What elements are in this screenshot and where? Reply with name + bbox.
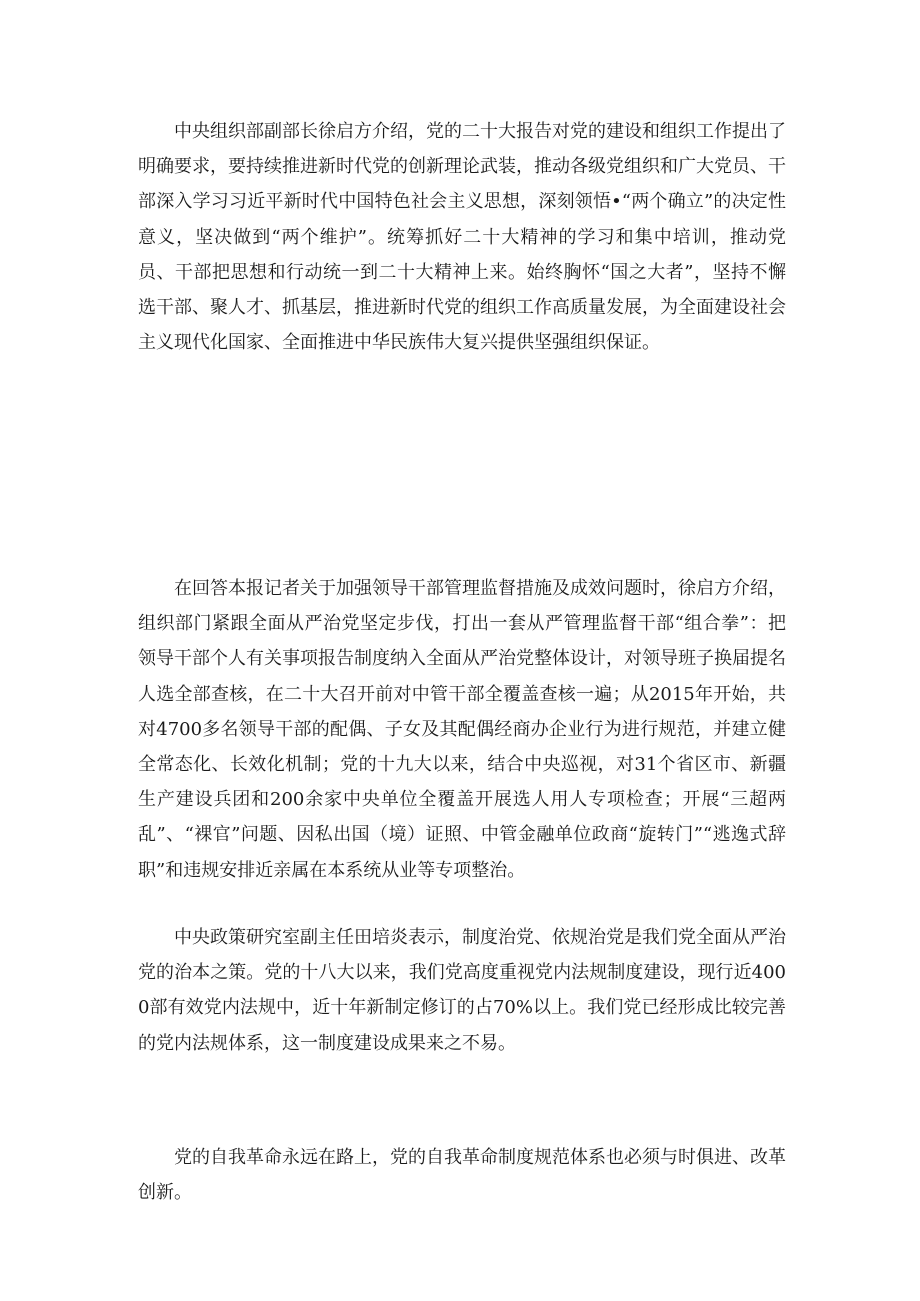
paragraph-cadre-supervision: 在回答本报记者关于加强领导干部管理监督措施及成效问题时，徐启方介绍，组织部门紧跟全面从严治党坚定步伐，打出一套从严管理监督干部“组合拳”：把领导干部个人有关事项报告制度纳入全面从严治党整体设计，对领导班子换届提名人选全部查核，在二十大召开前对中管干部全覆盖查核一遍；从2015年开始，共对4700多名领导干部的配偶、子女及其配偶经商办企业行为进行规范，并建立健全常态化、长效化机制；党的十九大以来，结合中央巡视，对31个省区市、新疆生产建设兵团和200余家中央单位全覆盖开展选人用人专项检查；开展“三超两乱”、“裸官”问题、因私出国（境）证照、中管金融单位政商“旋转门”“逃逸式辞职”和违规安排近亲属在本系统从业等专项整治。 — [138, 578, 786, 881]
paragraph-self-revolution: 党的自我革命永远在路上，党的自我革命制度规范体系也必须与时俱进、改革创新。 — [138, 1147, 786, 1204]
paragraph-organization-work: 中央组织部副部长徐启方介绍，党的二十大报告对党的建设和组织工作提出了明确要求，要持续推进新时代党的创新理论武装，推动各级党组织和广大党员、干部深入学习习近平新时代中国特色社会主义思想，深刻领悟•“两个确立”的决定性意义，坚决做到“两个维护”。统筹抓好二十大精神的学习和集中培训，推动党员、干部把思想和行动统一到二十大精神上来。始终胸怀“国之大者”，坚持不懈选干部、聚人才、抓基层，推进新时代党的组织工作高质量发展，为全面建设社会主义现代化国家、全面推进中华民族伟大复兴提供坚强组织保证。 — [138, 121, 786, 354]
paragraph-party-regulations: 中央政策研究室副主任田培炎表示，制度治党、依规治党是我们党全面从严治党的治本之策。党的十八大以来，我们党高度重视党内法规制度建设，现行近4000部有效党内法规中，近十年新制定修订的占70%以上。我们党已经形成比较完善的党内法规体系，这一制度建设成果来之不易。 — [138, 927, 786, 1054]
